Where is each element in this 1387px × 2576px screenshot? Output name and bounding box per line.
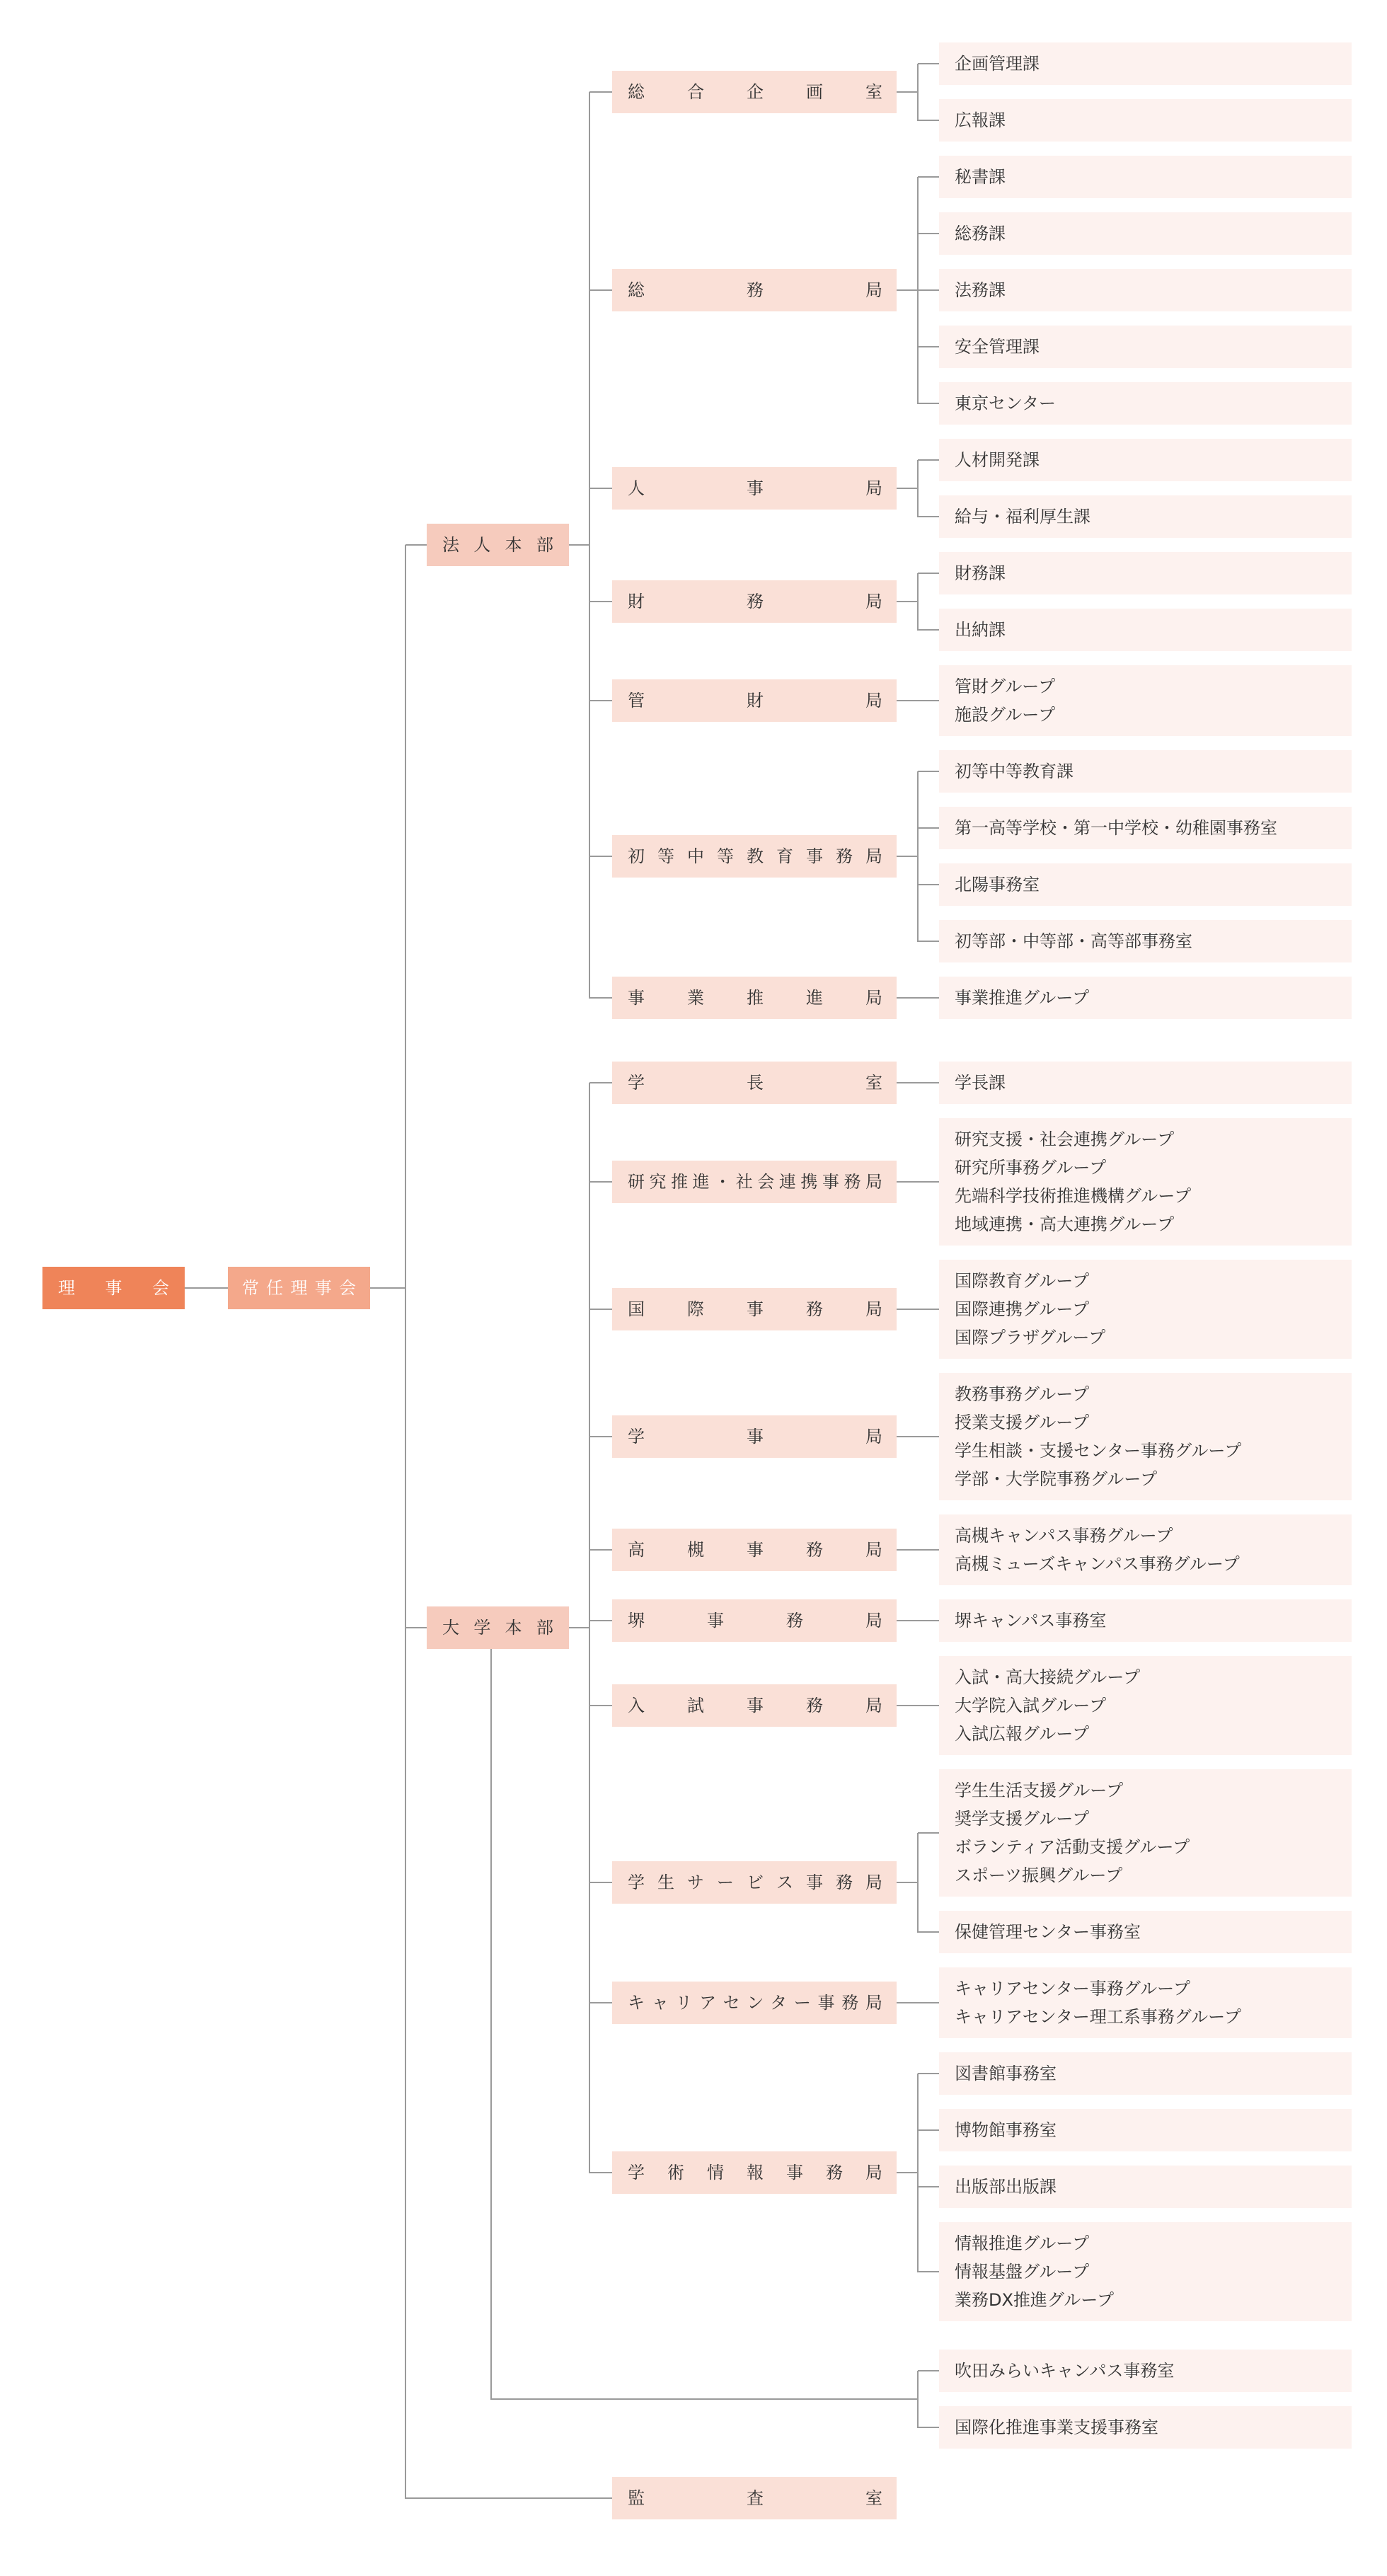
unit-label: 東京センター <box>955 393 1057 413</box>
connector-line <box>589 2172 612 2173</box>
unit-box <box>939 2350 1352 2392</box>
connector-line <box>589 700 612 701</box>
unit-label: 広報課 <box>955 110 1006 130</box>
connector-line <box>589 91 612 93</box>
connector-line <box>918 573 939 574</box>
unit-label: 入試・高大接続グループ <box>955 1667 1141 1687</box>
connector-line <box>917 1833 919 1933</box>
connector-line <box>897 1309 939 1310</box>
unit-box <box>939 1373 1352 1500</box>
unit-label: 国際連携グループ <box>955 1299 1090 1319</box>
connector-line <box>569 1627 589 1628</box>
connector-line <box>897 997 939 999</box>
unit-box <box>939 750 1352 793</box>
office-box: 事業推進局 <box>612 977 897 1019</box>
connector-line <box>589 1549 612 1551</box>
office-box: 総務局 <box>612 269 897 311</box>
connector-line <box>589 1181 612 1183</box>
connector-line <box>918 771 939 772</box>
connector-line <box>405 545 406 2499</box>
connector-line <box>918 941 939 942</box>
unit-box <box>939 1967 1352 2038</box>
unit-label: 入試広報グループ <box>955 1724 1090 1744</box>
connector-line <box>917 573 919 631</box>
connector-line <box>918 2427 939 2428</box>
connector-line <box>589 601 612 602</box>
connector-line <box>405 1627 427 1628</box>
connector-line <box>897 289 918 291</box>
unit-label: 研究支援・社会連携グループ <box>955 1129 1175 1149</box>
connector-line <box>897 1620 939 1621</box>
connector-line <box>569 544 589 546</box>
unit-label: 出版部出版課 <box>955 2177 1057 2197</box>
unit-label: 吹田みらいキャンパス事務室 <box>955 2361 1175 2381</box>
unit-box <box>939 920 1352 962</box>
unit-box <box>939 382 1352 425</box>
connector-line <box>589 2002 612 2003</box>
connector-line <box>918 1832 939 1834</box>
unit-label: 大学院入試グループ <box>955 1696 1107 1715</box>
unit-box <box>939 326 1352 368</box>
unit-label: 高槻ミューズキャンパス事務グループ <box>955 1554 1240 1574</box>
office-box: 研究推進・社会連携事務局 <box>612 1161 897 1203</box>
connector-line <box>918 403 939 404</box>
division-box: 法人本部 <box>427 524 569 566</box>
unit-label: 地域連携・高大連携グループ <box>955 1214 1175 1234</box>
connector-line <box>490 1649 492 2400</box>
unit-label: 企画管理課 <box>955 54 1040 74</box>
unit-label: ボランティア活動支援グループ <box>955 1837 1190 1857</box>
unit-label: 授業支援グループ <box>955 1413 1090 1432</box>
unit-box <box>939 665 1352 736</box>
connector-line <box>589 1436 612 1437</box>
unit-label: 情報推進グループ <box>955 2233 1090 2253</box>
unit-box <box>939 1599 1352 1642</box>
unit-label: 先端科学技術推進機構グループ <box>955 1186 1192 1206</box>
unit-box <box>939 1514 1352 1585</box>
unit-box <box>939 99 1352 142</box>
unit-box <box>939 552 1352 594</box>
office-box: 管財局 <box>612 679 897 722</box>
unit-box <box>939 1656 1352 1755</box>
unit-label: 奨学支援グループ <box>955 1809 1090 1829</box>
office-box: 学事局 <box>612 1415 897 1458</box>
connector-line <box>918 289 939 291</box>
unit-label: 人材開発課 <box>955 450 1040 470</box>
connector-line <box>917 460 919 517</box>
unit-box <box>939 609 1352 651</box>
unit-box <box>939 212 1352 255</box>
connector-line <box>917 2074 919 2272</box>
unit-box <box>939 807 1352 849</box>
connector-line <box>897 601 918 602</box>
connector-line <box>897 1705 939 1706</box>
connector-line <box>918 176 939 178</box>
connector-line <box>897 91 918 93</box>
unit-label: 第一高等学校・第一中学校・幼稚園事務室 <box>955 818 1277 838</box>
office-box: 学生サービス事務局 <box>612 1861 897 1904</box>
office-box: 学術情報事務局 <box>612 2151 897 2194</box>
connector-line <box>897 1082 939 1083</box>
connector-line <box>897 1549 939 1551</box>
office-box: 総合企画室 <box>612 71 897 113</box>
connector-line <box>917 64 919 121</box>
office-box: キャリアセンター事務局 <box>612 1982 897 2024</box>
connector-line <box>918 63 939 64</box>
unit-box <box>939 269 1352 311</box>
connector-line <box>589 1083 590 2173</box>
unit-box <box>939 1911 1352 1953</box>
unit-label: 安全管理課 <box>955 337 1040 357</box>
unit-label: 初等部・中等部・高等部事務室 <box>955 931 1192 951</box>
division-box: 大学本部 <box>427 1606 569 1649</box>
board-of-trustees-box: 理事会 <box>42 1267 185 1309</box>
unit-box <box>939 495 1352 538</box>
connector-line <box>589 92 590 999</box>
unit-label: 出納課 <box>955 620 1006 640</box>
connector-line <box>370 1287 405 1289</box>
unit-label: 学部・大学院事務グループ <box>955 1469 1158 1489</box>
unit-label: 給与・福利厚生課 <box>955 507 1090 527</box>
unit-label: 保健管理センター事務室 <box>955 1922 1141 1942</box>
office-box: 国際事務局 <box>612 1288 897 1330</box>
connector-line <box>589 1620 612 1621</box>
standing-board-box: 常任理事会 <box>228 1267 370 1309</box>
unit-label: 学生生活支援グループ <box>955 1781 1124 1800</box>
unit-label: 堺キャンパス事務室 <box>955 1611 1107 1631</box>
unit-box <box>939 1062 1352 1104</box>
unit-label: キャリアセンター事務グループ <box>955 1979 1190 1999</box>
connector-line <box>897 2002 939 2003</box>
connector-line <box>897 700 939 701</box>
connector-line <box>918 120 939 121</box>
connector-line <box>917 771 919 942</box>
connector-line <box>589 488 612 489</box>
unit-label: スポーツ振興グループ <box>955 1865 1123 1885</box>
unit-box <box>939 1260 1352 1359</box>
unit-label: 初等中等教育課 <box>955 761 1074 781</box>
connector-line <box>589 1705 612 1706</box>
unit-box <box>939 1769 1352 1897</box>
connector-line <box>918 884 939 885</box>
unit-label: 研究所事務グループ <box>955 1158 1107 1178</box>
unit-box <box>939 2406 1352 2449</box>
connector-line <box>897 488 918 489</box>
unit-label: 情報基盤グループ <box>955 2262 1090 2282</box>
connector-line <box>918 459 939 461</box>
connector-line <box>185 1287 228 1289</box>
unit-label: 事業推進グループ <box>955 988 1090 1008</box>
unit-box <box>939 863 1352 906</box>
office-box: 高槻事務局 <box>612 1529 897 1571</box>
connector-line <box>491 2398 918 2400</box>
connector-line <box>897 1181 939 1183</box>
connector-line <box>918 233 939 234</box>
unit-label: 管財グループ <box>955 677 1056 696</box>
connector-line <box>589 997 612 999</box>
unit-box <box>939 2052 1352 2095</box>
connector-line <box>589 289 612 291</box>
office-box: 財務局 <box>612 580 897 623</box>
unit-label: 博物館事務室 <box>955 2120 1057 2140</box>
connector-line <box>897 1436 939 1437</box>
unit-label: 秘書課 <box>955 167 1006 187</box>
connector-line <box>589 1882 612 1883</box>
unit-label: 教務事務グループ <box>955 1384 1090 1404</box>
audit-box: 監査室 <box>612 2477 897 2519</box>
unit-box <box>939 1118 1352 1246</box>
connector-line <box>918 346 939 347</box>
connector-line <box>897 2172 918 2173</box>
connector-line <box>918 516 939 517</box>
office-box: 堺事務局 <box>612 1599 897 1642</box>
unit-box <box>939 156 1352 198</box>
connector-line <box>918 2186 939 2187</box>
office-box: 人事局 <box>612 467 897 510</box>
connector-line <box>405 544 427 546</box>
unit-label: 図書館事務室 <box>955 2064 1057 2083</box>
connector-line <box>918 1931 939 1933</box>
connector-line <box>918 2073 939 2074</box>
connector-line <box>897 856 918 857</box>
unit-label: 法務課 <box>955 280 1006 300</box>
unit-label: 国際教育グループ <box>955 1271 1090 1291</box>
connector-line <box>405 2497 612 2499</box>
unit-box <box>939 439 1352 481</box>
connector-line <box>918 629 939 631</box>
connector-line <box>589 856 612 857</box>
connector-line <box>918 2370 939 2371</box>
unit-label: 学長課 <box>955 1073 1006 1093</box>
unit-label: 財務課 <box>955 563 1006 583</box>
unit-label: 施設グループ <box>955 705 1056 725</box>
unit-label: キャリアセンター理工系事務グループ <box>955 2007 1241 2027</box>
unit-label: 総務課 <box>955 224 1006 243</box>
connector-line <box>918 2129 939 2131</box>
connector-line <box>589 1082 612 1083</box>
connector-line <box>589 1309 612 1310</box>
unit-box <box>939 2222 1352 2321</box>
unit-label: 業務DX推進グループ <box>955 2290 1115 2310</box>
unit-box <box>939 2109 1352 2151</box>
connector-line <box>918 2271 939 2272</box>
unit-label: 高槻キャンパス事務グループ <box>955 1526 1173 1546</box>
office-box: 学長室 <box>612 1062 897 1104</box>
office-box: 初等中等教育事務局 <box>612 835 897 878</box>
unit-box <box>939 977 1352 1019</box>
office-box: 入試事務局 <box>612 1684 897 1727</box>
unit-box <box>939 42 1352 85</box>
unit-label: 国際化推進事業支援事務室 <box>955 2417 1158 2437</box>
unit-box <box>939 2166 1352 2208</box>
connector-line <box>897 1882 918 1883</box>
unit-label: 北陽事務室 <box>955 875 1040 895</box>
unit-label: 国際プラザグループ <box>955 1328 1106 1347</box>
unit-label: 学生相談・支援センター事務グループ <box>955 1441 1242 1461</box>
connector-line <box>918 827 939 829</box>
